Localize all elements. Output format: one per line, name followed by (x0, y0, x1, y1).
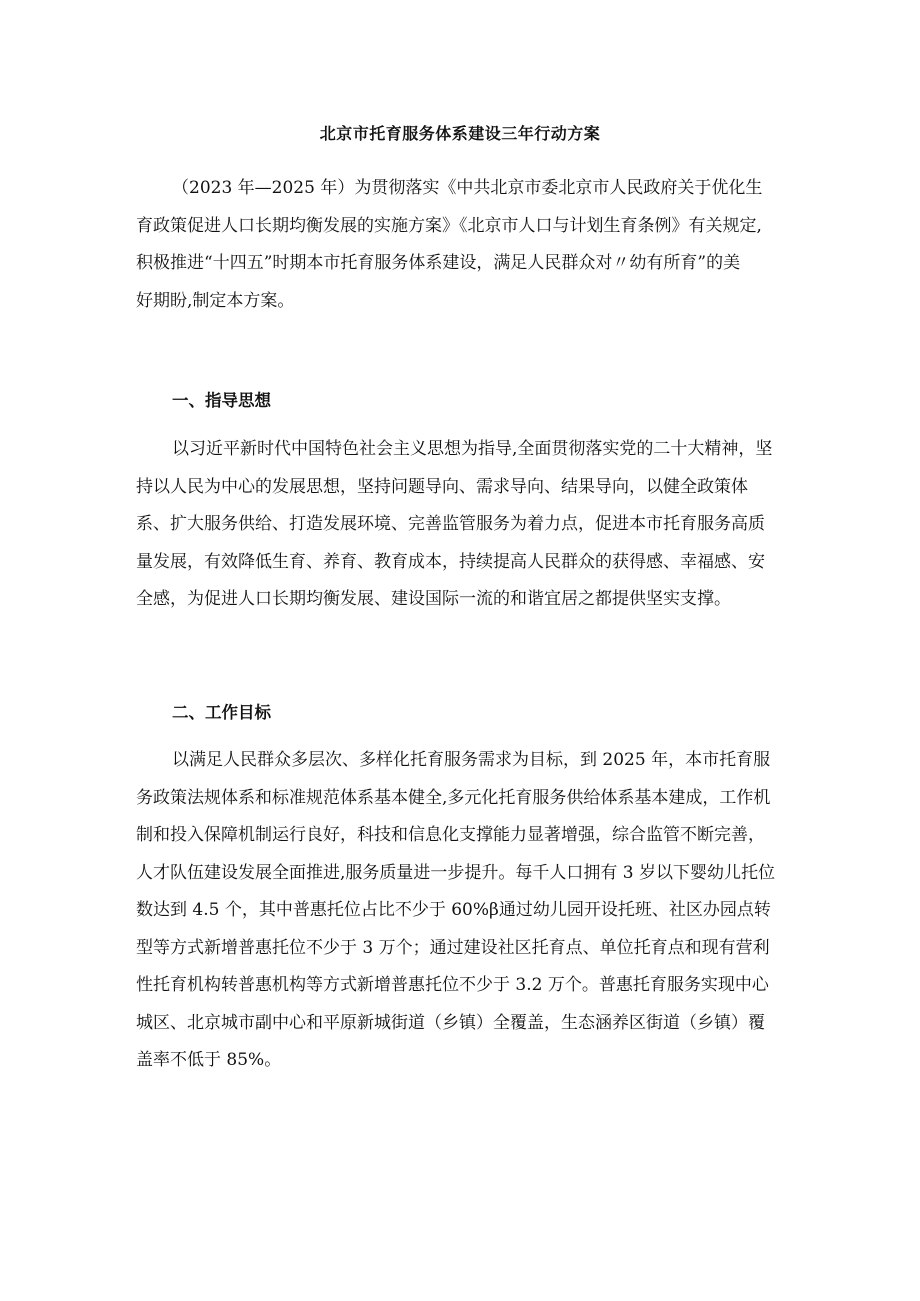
paragraph-line: 量发展，有效降低生育、养育、教育成本，持续提高人民群众的获得感、幸福感、安 (136, 551, 765, 572)
paragraph-line: 育政策促进人口长期均衡发展的实施方案》《北京市人口与计划生育条例》有关规定, (136, 215, 762, 236)
paragraph-line: 制和投入保障机制运行良好，科技和信息化支撑能力显著增强，综合监管不断完善， (136, 825, 765, 845)
paragraph-line: （2023 年—2025 年）为贯彻落实《中共北京市委北京市人民政府关于优化生 (172, 178, 763, 198)
intro-paragraph (136, 170, 778, 320)
paragraph-line: 人才队伍建设发展全面推进,服务质量进一步提升。每千人口拥有 3 岁以下婴幼儿托位 (136, 862, 776, 883)
paragraph-line: 以习近平新时代中国特色社会主义思想为指导,全面贯彻落实党的二十大精神，坚 (172, 439, 773, 459)
document-title: 北京市托育服务体系建设三年行动方案 (319, 124, 601, 143)
section-heading-guiding-ideology: 一、指导思想 (172, 391, 271, 410)
paragraph-line: 全感，为促进人口长期均衡发展、建设国际一流的和谐宜居之都提供坚实支撑。 (136, 589, 731, 609)
paragraph-line: 务政策法规体系和标准规范体系基本健全,多元化托育服务供给体系基本建成，工作机 (136, 787, 771, 808)
paragraph-line: 积极推进“十四五”时期本市托育服务体系建设，满足人民群众对〃幼有所育”的美 (136, 253, 741, 273)
section-heading-work-goals: 二、工作目标 (172, 703, 271, 722)
paragraph-line: 城区、北京城市副中心和平原新城街道（乡镇）全覆盖，生态涵养区街道（乡镇）覆 (136, 1012, 765, 1033)
paragraph-line: 系、扩大服务供给、打造发展环境、完善监管服务为着力点，促进本市托育服务高质 (136, 514, 765, 534)
work-goals-paragraph (136, 742, 778, 1080)
paragraph-line: 性托育机构转普惠机构等方式新增普惠托位不少于 3.2 万个。普惠托育服务实现中心 (136, 975, 769, 995)
paragraph-line: 型等方式新增普惠托位不少于 3 万个；通过建设社区托育点、单位托育点和现有营利 (136, 937, 770, 958)
paragraph-line: 数达到 4.5 个，其中普惠托位占比不少于 60%β通过幼儿园开设托班、社区办园点转 (136, 900, 771, 920)
paragraph-line: 好期盼,制定本方案。 (136, 290, 295, 311)
paragraph-line: 持以人民为中心的发展思想，坚持问题导向、需求导向、结果导向，以健全政策体 (136, 476, 748, 497)
paragraph-line: 盖率不低于 85%。 (136, 1050, 282, 1070)
paragraph-line: 以满足人民群众多层次、多样化托育服务需求为目标，到 2025 年，本市托育服 (172, 750, 771, 770)
guiding-ideology-paragraph (136, 431, 778, 619)
